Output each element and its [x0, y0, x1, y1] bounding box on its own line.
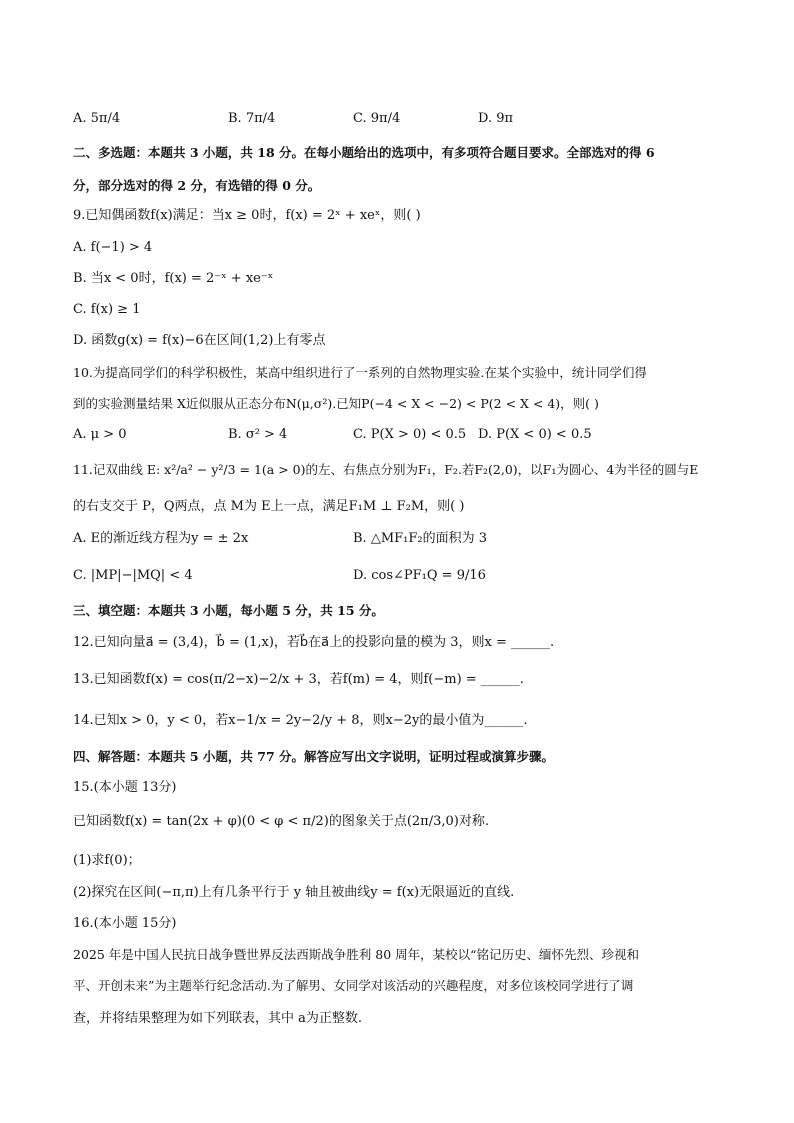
section4-heading: 四、解答题：本题共 5 小题，共 77 分。解答应写出文字说明，证明过程或演算步骤。	[73, 749, 555, 764]
q10-option-b: B. σ² > 4	[228, 427, 288, 442]
q9-stem: 9.已知偶函数f(x)满足：当x ≥ 0时，f(x) = 2ˣ + xeˣ，则( )	[73, 208, 421, 223]
q8-option-b: B. 7π/4	[228, 111, 276, 126]
q11-line2: 的右支交于 P，Q两点，点 M为 E上一点，满足F₁M ⊥ F₂M，则( )	[73, 499, 465, 514]
q11-option-d: D. cos∠PF₁Q = 9/16	[353, 568, 486, 583]
section2-heading-line2: 分，部分选对的得 2 分，有选错的得 0 分。	[73, 178, 321, 193]
q11-option-c: C. |MP|−|MQ| < 4	[73, 568, 193, 583]
q10-line1: 10.为提高同学们的科学积极性，某高中组织进行了一系列的自然物理实验.在某个实验中，统计同学们得	[73, 365, 647, 380]
q10-option-a: A. μ > 0	[73, 427, 127, 442]
q9-option-d: D. 函数g(x) = f(x)−6在区间(1,2)上有零点	[73, 333, 326, 348]
q9-option-a: A. f(−1) > 4	[73, 240, 153, 255]
q9-option-c: C. f(x) ≥ 1	[73, 302, 141, 317]
q12: 12.已知向量a⃗ = (3,4)，b⃗ = (1,x)，若b⃗在a⃗上的投影向量的模为 3，则x = ______.	[73, 635, 555, 650]
q15-part1: (1)求f(0)；	[73, 853, 141, 868]
q14: 14.已知x > 0，y < 0，若x−1/x = 2y−2/y + 8，则x−2y的最小值为______.	[73, 713, 528, 728]
q8-option-d: D. 9π	[478, 111, 514, 126]
q8-option-c: C. 9π/4	[353, 111, 401, 126]
section3-heading: 三、填空题：本题共 3 小题，每小题 5 分，共 15 分。	[73, 603, 384, 618]
section2-heading-line1: 二、多选题：本题共 3 小题，共 18 分。在每小题给出的选项中，有多项符合题目要求。全部选对的得 6	[73, 145, 655, 160]
q11-line1: 11.记双曲线 E: x²/a² − y²/3 = 1(a > 0)的左、右焦点分别为F₁，F₂.若F₂(2,0)，以F₁为圆心、4为半径的圆与E	[73, 462, 699, 477]
q15-stem: 已知函数f(x) = tan(2x + φ)(0 < φ < π/2)的图象关于点(2π/3,0)对称.	[73, 814, 489, 829]
q15-header: 15.(本小题 13分)	[73, 780, 177, 795]
q10-line2: 到的实验测量结果 X近似服从正态分布N(μ,σ²).已知P(−4 < X < −2) < P(2 < X < 4)，则( )	[73, 396, 599, 411]
q13: 13.已知函数f(x) = cos(π/2−x)−2/x + 3，若f(m) = 4，则f(−m) = ______.	[73, 672, 524, 687]
q16-line3: 查，并将结果整理为如下列联表，其中 a为正整数.	[73, 1011, 363, 1026]
q16-header: 16.(本小题 15分)	[73, 916, 177, 931]
q11-option-a: A. E的渐近线方程为y = ± 2x	[73, 531, 249, 546]
q16-line1: 2025 年是中国人民抗日战争暨世界反法西斯战争胜利 80 周年，某校以“铭记历史、缅怀先烈、珍视和	[73, 947, 640, 962]
q10-option-d: D. P(X < 0) < 0.5	[478, 427, 592, 442]
q8-option-a: A. 5π/4	[73, 111, 121, 126]
q15-part2: (2)探究在区间(−π,π)上有几条平行于 y 轴且被曲线y = f(x)无限逼近的直线.	[73, 885, 515, 900]
q9-option-b: B. 当x < 0时，f(x) = 2⁻ˣ + xe⁻ˣ	[73, 271, 274, 286]
q16-line2: 平、开创未来”为主题举行纪念活动.为了解男、女同学对该活动的兴趣程度，对多位该校同学进行了调	[73, 978, 634, 993]
q10-option-c: C. P(X > 0) < 0.5	[353, 427, 467, 442]
q11-option-b: B. △MF₁F₂的面积为 3	[353, 531, 487, 546]
